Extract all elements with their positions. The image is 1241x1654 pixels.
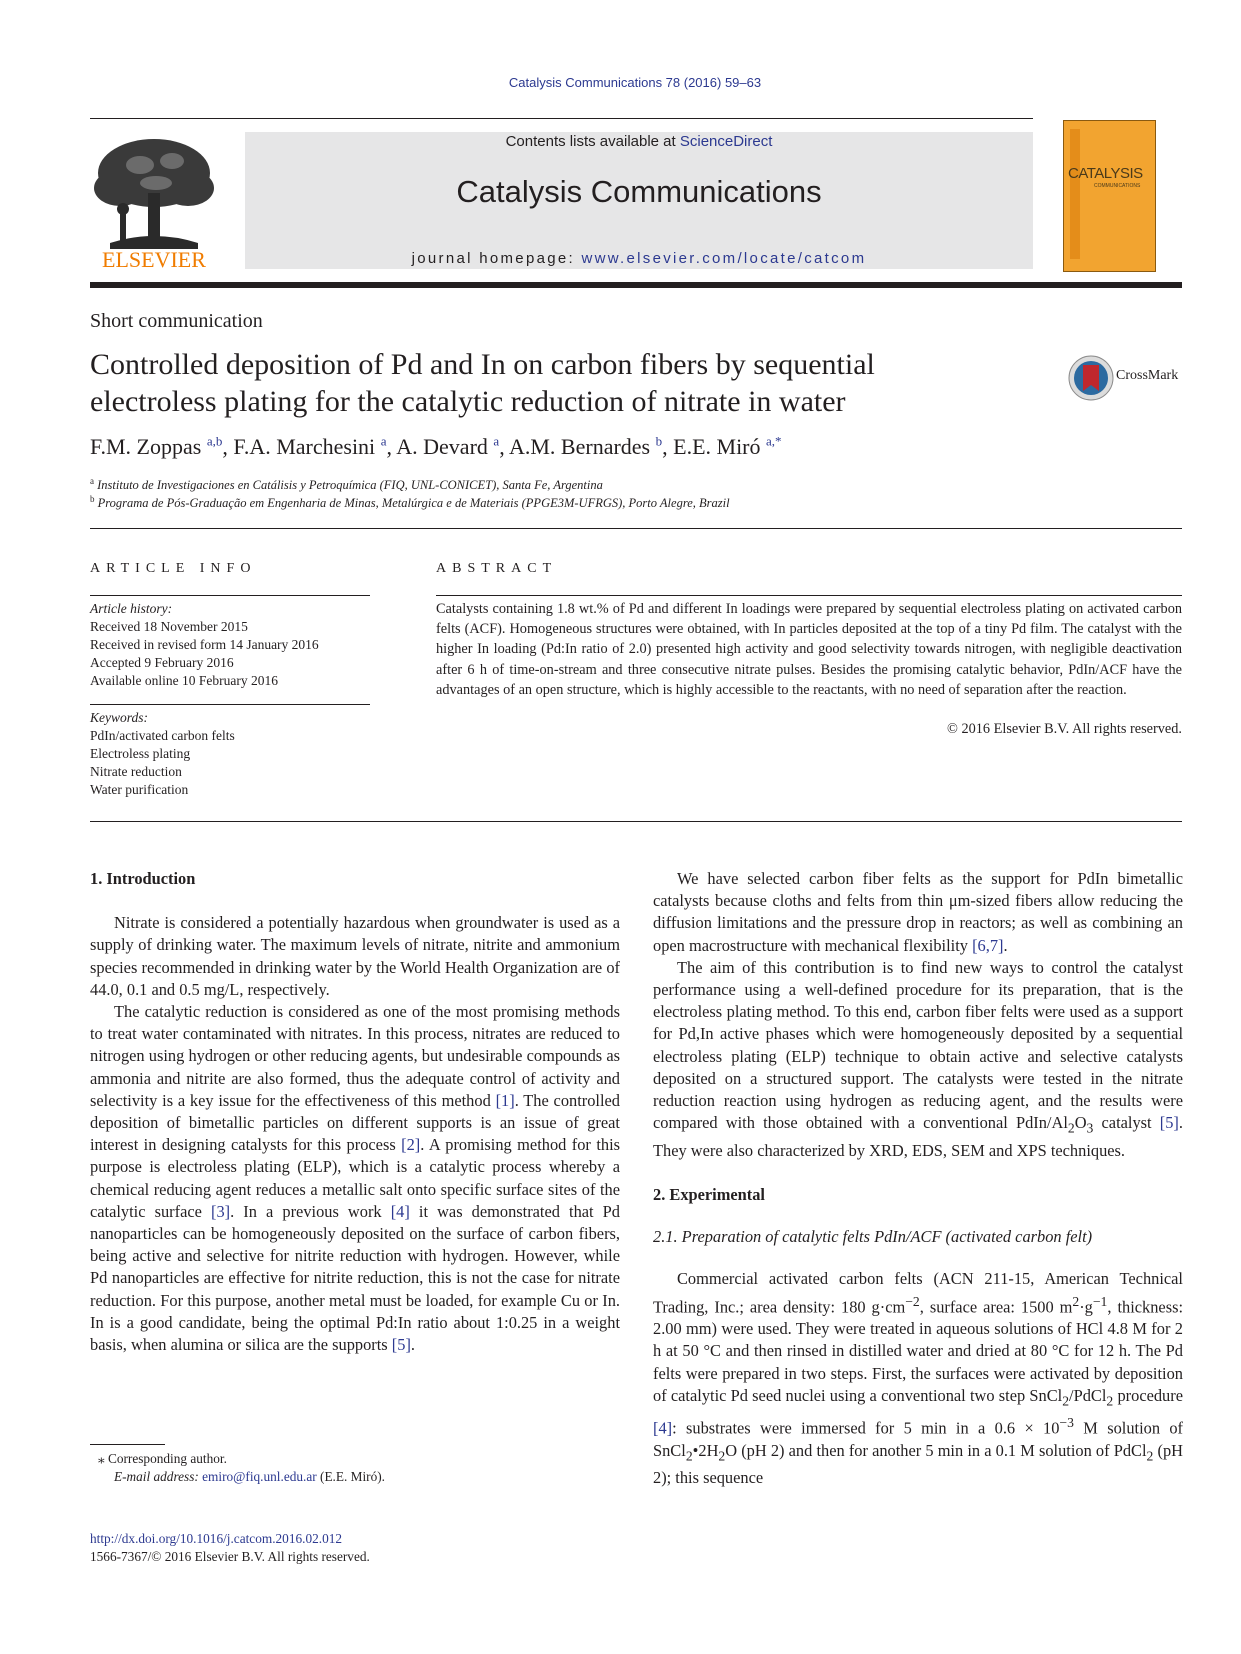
affiliation-b: $^b$ Programa de Pós-Graduação em Engenharia de Minas, Metalúrgica e de Materiais (PPGE3M-UFRGS), Porto Alegre, Brazil bbox=[90, 494, 730, 511]
article-info-rule bbox=[90, 595, 370, 596]
paragraph: The catalytic reduction is considered as one of the most promising methods to treat water contaminated with nitrates. In this process, nitrates are reduced to nitrogen using hydrogen or other reducing agents, but undesirable compounds as ammonia and nitrite are also formed, thus the adequate control of activity and selectivity is a key issue for the effectiveness of this method [1]. The controlled deposition of bimetallic particles on different supports is an issue of great interest in designing catalysts for this process [2]. A promising method for this purpose is electroless plating (ELP), which is a catalytic process whereby a chemical reducing agent reduces a metallic salt onto specific surface sites of the catalytic surface [3]. In a previous work [4] it was demonstrated that Pd nanoparticles can be homogeneously deposited on the surface of carbon fibers, being active and selective for nitrite reduction with hydrogen. However, while Pd nanoparticles are effective for nitrite reduction, this is not the case for nitrate reduction. For this purpose, another metal must be loaded, for example Cu or In. In is a good candidate, being the optimal Pd:In ratio about 1:0.25 in a weight basis, when alumina or silica are the supports [5]. bbox=[90, 1002, 620, 1355]
reference-link[interactable]: [4] bbox=[390, 1201, 410, 1221]
issn-line: 1566-7367/© 2016 Elsevier B.V. All rights reserved. bbox=[90, 1549, 370, 1564]
journal-cover-thumbnail[interactable] bbox=[1063, 120, 1156, 272]
front-matter-rule bbox=[90, 821, 1182, 822]
email-link[interactable]: emiro@fiq.unl.edu.ar bbox=[202, 1469, 317, 1484]
homepage-prefix: journal homepage: bbox=[411, 250, 582, 267]
journal-citation[interactable]: Catalysis Communications 78 (2016) 59–63 bbox=[508, 75, 762, 90]
corresponding-author-footnote: ⁎ Corresponding author. E-mail address: emiro@fiq.unl.edu.ar (E.E. Miró). bbox=[98, 1451, 386, 1484]
article-history: Article history: Received 18 November 2015 Received in revised form 14 January 2016 Accepted 9 February 2016 Available online 10 February 2016 bbox=[90, 600, 380, 690]
doi-block bbox=[90, 1530, 370, 1566]
reference-link[interactable]: [2] bbox=[401, 1135, 421, 1155]
header-top-rule bbox=[90, 118, 1033, 119]
reference-link[interactable]: [5] bbox=[1159, 1113, 1179, 1133]
article-info-heading: ARTICLE INFO bbox=[90, 561, 257, 576]
reference-link[interactable]: [3] bbox=[211, 1201, 231, 1221]
reference-link[interactable]: [1] bbox=[495, 1090, 515, 1110]
contents-line bbox=[245, 133, 1033, 150]
footnote-rule bbox=[90, 1444, 165, 1445]
crossmark-icon[interactable] bbox=[1068, 355, 1114, 401]
homepage-link[interactable]: www.elsevier.com/locate/catcom bbox=[581, 250, 867, 267]
cover-title: CATALYSIS bbox=[1068, 165, 1143, 182]
keywords-rule bbox=[90, 704, 370, 705]
history-item: Received in revised form 14 January 2016 bbox=[90, 637, 319, 652]
body-right-column bbox=[653, 868, 1183, 1490]
paragraph: We have selected carbon fiber felts as the support for PdIn bimetallic catalysts because cloths and felts from thin μm-sized fibers allow reducing the diffusion limitations and the pressure drop in reactors; as well as combining an open macrostructure with mechanical flexibility [6,7]. bbox=[653, 869, 1183, 955]
history-item: Available online 10 February 2016 bbox=[90, 673, 278, 688]
journal-name: Catalysis Communications bbox=[456, 174, 822, 209]
paragraph: Nitrate is considered a potentially hazardous when groundwater is used as a supply of drinking water. The maximum levels of nitrate, nitrite and ammonium species recommended in drinking water by the World Health Organization are of 44.0, 0.1 and 0.5 mg/L, respectively. bbox=[90, 913, 620, 999]
keyword-item: PdIn/activated carbon felts bbox=[90, 728, 235, 743]
header-bottom-rule bbox=[90, 282, 1182, 288]
contents-prefix: Contents lists available at bbox=[505, 133, 680, 150]
keyword-item: Water purification bbox=[90, 782, 189, 797]
section-1-heading: 1. Introduction bbox=[90, 869, 196, 888]
keyword-item: Electroless plating bbox=[90, 746, 191, 761]
author[interactable]: E.E. Miró $^{a,*}$ bbox=[673, 434, 782, 460]
paragraph: Commercial activated carbon felts (ACN 211-15, American Technical Trading, Inc.; area density: 180 $g\cdot cm^{-2}$, surface area: 1500 $m^2\cdot g^{-1}$, thickness: 2.00 mm) were used. They were treated in aqueous solutions of HCl 4.8 M for 2 h at 50 °C and then rinsed in distilled water and dried at 80 °C for 12 h. The Pd felts were prepared in two steps. First, the surfaces were activated by deposition of catalytic Pd seed nuclei using a conventional two step SnCl$_2$/PdCl$_2$ procedure [4]: substrates were immersed for 5 min in a $0.6 \times 10^{-3}$ M solution of $SnCl_2•2H_2O$ (pH 2) and then for another 5 min in a 0.1 M solution of PdCl$_2$ (pH 2); this sequence bbox=[653, 1269, 1184, 1488]
article-title-line-2: electroless plating for the catalytic reduction of nitrate in water bbox=[90, 385, 846, 418]
section-2-1-heading: 2.1. Preparation of catalytic felts PdIn/ACF (activated carbon felt) bbox=[653, 1227, 1093, 1247]
history-item: Received 18 November 2015 bbox=[90, 619, 248, 634]
abstract-heading: ABSTRACT bbox=[436, 561, 558, 576]
author-list: F.M. Zoppas $^{a,b}$, F.A. Marchesini $^a$, A. Devard $^a$, A.M. Bernardes $^b$, E.E. Miró $^{a,*}$ bbox=[90, 434, 782, 460]
article-title-line-1: Controlled deposition of Pd and In on carbon fibers by sequential bbox=[90, 348, 875, 381]
author[interactable]: A. Devard $^a$ bbox=[396, 434, 500, 460]
author[interactable]: A.M. Bernardes $^b$ bbox=[508, 434, 663, 460]
reference-link[interactable]: [4] bbox=[653, 1418, 673, 1438]
section-2-heading: 2. Experimental bbox=[653, 1184, 765, 1204]
abstract-text: Catalysts containing 1.8 wt.% of Pd and different In loadings were prepared by sequential electroless plating on activated carbon felts (ACF). Homogeneous structures were obtained, with In particles deposited at the top of a tiny Pd film. The catalyst with the higher In loading (Pd:In ratio of 2.0) presented high activity and good selectivity towards nitrogen, with negligible deactivation after 6 h of time-on-stream and three consecutive nitrate pulses. Besides the promising catalytic behavior, PdIn/ACF have the advantages of an open structure, which is highly accessible to the reactants, with no need of separation after the reaction. bbox=[436, 601, 1182, 698]
reference-link[interactable]: [5] bbox=[391, 1335, 411, 1355]
article-title bbox=[90, 346, 990, 420]
abstract-rule bbox=[436, 595, 1182, 596]
abstract-copyright: © 2016 Elsevier B.V. All rights reserved. bbox=[947, 721, 1182, 737]
affiliation-rule bbox=[90, 528, 1182, 529]
keyword-item: Nitrate reduction bbox=[90, 764, 182, 779]
cover-spine-band bbox=[1070, 129, 1080, 259]
affiliation-a: $^a$ Instituto de Investigaciones en Catálisis y Petroquímica (FIQ, UNL-CONICET), Santa Fe, Argentina bbox=[90, 476, 603, 493]
article-type: Short communication bbox=[90, 310, 263, 332]
cover-subtitle: COMMUNICATIONS bbox=[1094, 183, 1141, 189]
history-item: Accepted 9 February 2016 bbox=[90, 655, 234, 670]
author[interactable]: F.A. Marchesini $^a$ bbox=[233, 434, 387, 460]
homepage-line bbox=[245, 250, 1033, 267]
sciencedirect-link[interactable]: ScienceDirect bbox=[679, 133, 773, 150]
body-left-column bbox=[90, 868, 620, 1356]
author[interactable]: F.M. Zoppas $^{a,b}$ bbox=[90, 434, 223, 460]
paragraph: The aim of this contribution is to find new ways to control the catalyst performance using a well-defined procedure for its preparation, that is the electroless plating method. To this end, carbon fiber felts were used as a support for Pd,In active phases which were homogeneously deposited by a sequential electroless plating (ELP) technique to obtain active and selective catalysts deposited on a structured support. The catalysts were tested in the nitrate reduction reaction using hydrogen as reducing agent, and the results were compared with those obtained with a conventional PdIn/$Al_2O_3$ catalyst [5]. They were also characterized by XRD, EDS, SEM and XPS techniques. bbox=[653, 957, 1183, 1160]
reference-link[interactable]: [6,7] bbox=[972, 935, 1004, 955]
keywords: Keywords: PdIn/activated carbon felts Electroless plating Nitrate reduction Water purification bbox=[90, 709, 380, 799]
doi-link[interactable]: http://dx.doi.org/10.1016/j.catcom.2016.02.012 bbox=[90, 1531, 343, 1546]
elsevier-wordmark: ELSEVIER bbox=[102, 247, 206, 272]
crossmark-label[interactable]: CrossMark bbox=[1116, 368, 1179, 383]
